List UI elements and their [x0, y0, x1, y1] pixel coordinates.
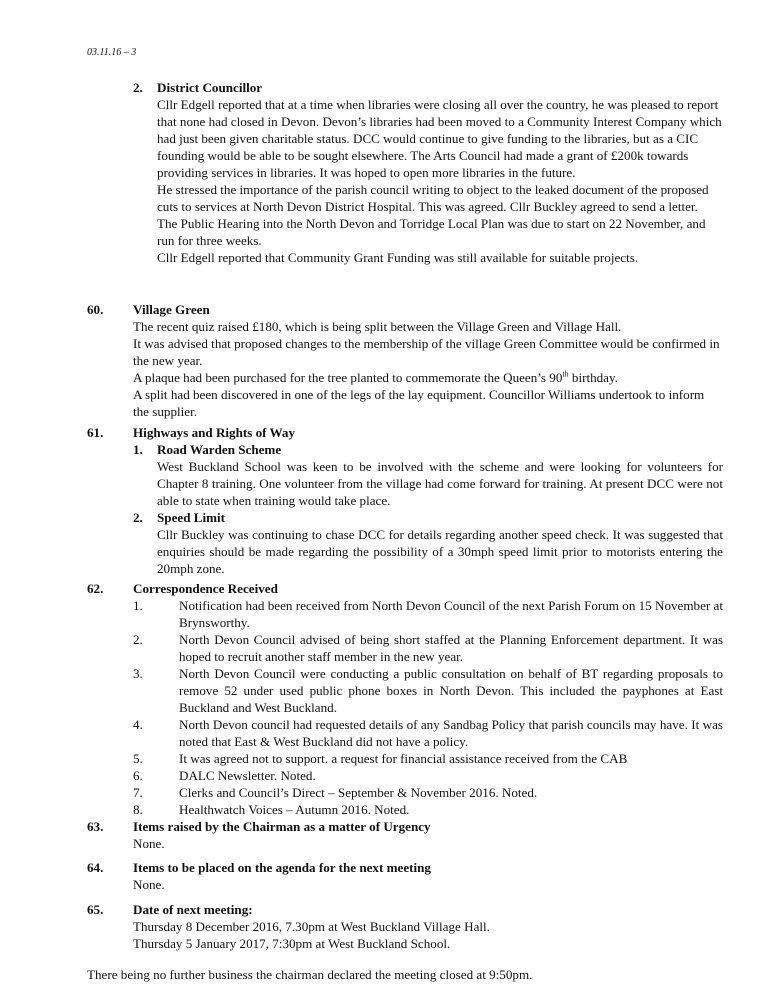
item-text: Clerks and Council’s Direct – September & November 2016. Noted. [179, 785, 538, 800]
sub-number: 2. [133, 510, 143, 525]
paragraph: West Buckland School was keen to be involved with the scheme and were looking for volunteers for Chapter 8 training. One volunteer from the village had come forward for training. At present DCC were not able to state when training would take place. [157, 459, 723, 508]
paragraph: Cllr Buckley was continuing to chase DCC for details regarding another speed check. It was suggested that enquiries should be made regarding the possibility of a 30mph speed limit prior to motorists entering the 20mph zone. [157, 527, 723, 576]
section-number: 63. [87, 819, 104, 834]
paragraph: The recent quiz raised £180, which is being split between the Village Green and Village Hall. [133, 319, 622, 334]
section-content [133, 580, 723, 818]
item-number: 1. [133, 598, 143, 613]
page-header: 03.11.16 – 3 [87, 47, 137, 58]
item-text: Healthwatch Voices – Autumn 2016. Noted. [179, 802, 410, 817]
plaque-text-end: birthday. [568, 370, 618, 385]
paragraph: None. [133, 836, 165, 851]
paragraph-plaque [133, 369, 723, 386]
sub-item-speed-limit [133, 509, 723, 577]
section-content [133, 859, 723, 893]
paragraph: A split had been discovered in one of the legs of the lay equipment. Councillor Williams undertook to inform the supplier. [133, 387, 705, 419]
closing-statement: There being no further business the chairman declared the meeting closed at 9:50pm. [87, 967, 533, 982]
list-item [133, 801, 723, 818]
section-number: 61. [87, 425, 104, 440]
plaque-text: A plaque had been purchased for the tree planted to commemorate the Queen’s 90 [133, 370, 563, 385]
item-number: 2. [133, 632, 143, 647]
section-title: Village Green [133, 302, 210, 317]
item-number: 3. [133, 666, 143, 681]
section-63 [87, 818, 723, 852]
item-text: It was agreed not to support. a request for financial assistance received from the CAB [179, 751, 628, 766]
paragraph: The Public Hearing into the North Devon and Torridge Local Plan was due to start on 22 November, and run for three weeks. [157, 216, 706, 248]
section-content [133, 79, 723, 266]
item-number: 4. [133, 717, 143, 732]
section-title: Highways and Rights of Way [133, 425, 296, 440]
ordinal-suffix: th [562, 369, 569, 379]
section-content [133, 818, 723, 852]
list-item [133, 767, 723, 784]
paragraph: He stressed the importance of the parish council writing to object to the leaked document of the proposed cuts to services at North Devon District Hospital. This was agreed. Cllr Buckley agreed to send a letter. [157, 182, 709, 214]
paragraph: Cllr Edgell reported that Community Grant Funding was still available for suitable projects. [157, 250, 639, 265]
paragraph: Cllr Edgell reported that at a time when libraries were closing all over the country, he was pleased to report that none had closed in Devon. Devon’s libraries had been moved to a Community Interest Company which had just been given charitable status. DCC would continue to give funding to the libraries, but as a CIC founding would be able to be sought elsewhere. The Arts Council had made a grant of £200k towards providing services in libraries. It was hoped to open more libraries in the future. [157, 97, 722, 180]
item-text: Notification had been received from North Devon Council of the next Parish Forum on 15 November at Brynsworthy. [179, 598, 723, 630]
list-item [133, 750, 723, 767]
section-number: 60. [87, 302, 104, 317]
section-title: Date of next meeting: [133, 902, 253, 917]
list-item [133, 716, 723, 750]
sub-number: 1. [133, 442, 143, 457]
sub-item [133, 79, 723, 266]
sub-title: Speed Limit [157, 510, 226, 525]
section-content [133, 424, 723, 577]
section-64 [87, 859, 723, 893]
section-content [133, 901, 723, 952]
section-61 [87, 424, 723, 577]
section-title: Items to be placed on the agenda for the next meeting [133, 860, 431, 875]
item-text: North Devon Council were conducting a public consultation on behalf of BT regarding proposals to remove 52 under used public phone boxes in North Devon. This included the payphones at East Buckland and West Buckland. [179, 666, 723, 715]
paragraph: It was advised that proposed changes to the membership of the village Green Committee would be confirmed in the new year. [133, 336, 720, 368]
section-number: 65. [87, 902, 104, 917]
item-text: DALC Newsletter. Noted. [179, 768, 316, 783]
section-number: 62. [87, 581, 104, 596]
sub-title: District Councillor [157, 80, 263, 95]
section-62 [87, 580, 723, 818]
section-60 [87, 301, 723, 420]
item-number: 5. [133, 751, 143, 766]
item-text: North Devon council had requested details of any Sandbag Policy that parish councils may have. It was noted that East & West Buckland did not have a policy. [179, 717, 723, 749]
list-item [133, 784, 723, 801]
list-item [133, 597, 723, 631]
item-text: North Devon Council advised of being short staffed at the Planning Enforcement department. It was hoped to recruit another staff member in the new year. [179, 632, 723, 664]
item-number: 6. [133, 768, 143, 783]
section-title: Correspondence Received [133, 581, 278, 596]
section-title: Items raised by the Chairman as a matter of Urgency [133, 819, 431, 834]
section-district-councillor [87, 79, 723, 266]
paragraph: None. [133, 877, 165, 892]
meeting-date: Thursday 5 January 2017, 7:30pm at West Buckland School. [133, 936, 451, 951]
section-content [133, 301, 723, 420]
list-item [133, 665, 723, 716]
item-number: 8. [133, 802, 143, 817]
sub-number: 2. [133, 80, 143, 95]
section-number: 64. [87, 860, 104, 875]
list-item [133, 631, 723, 665]
item-number: 7. [133, 785, 143, 800]
sub-item-road-warden [133, 441, 723, 509]
section-65 [87, 901, 723, 952]
sub-title: Road Warden Scheme [157, 442, 282, 457]
meeting-date: Thursday 8 December 2016, 7.30pm at West Buckland Village Hall. [133, 919, 490, 934]
